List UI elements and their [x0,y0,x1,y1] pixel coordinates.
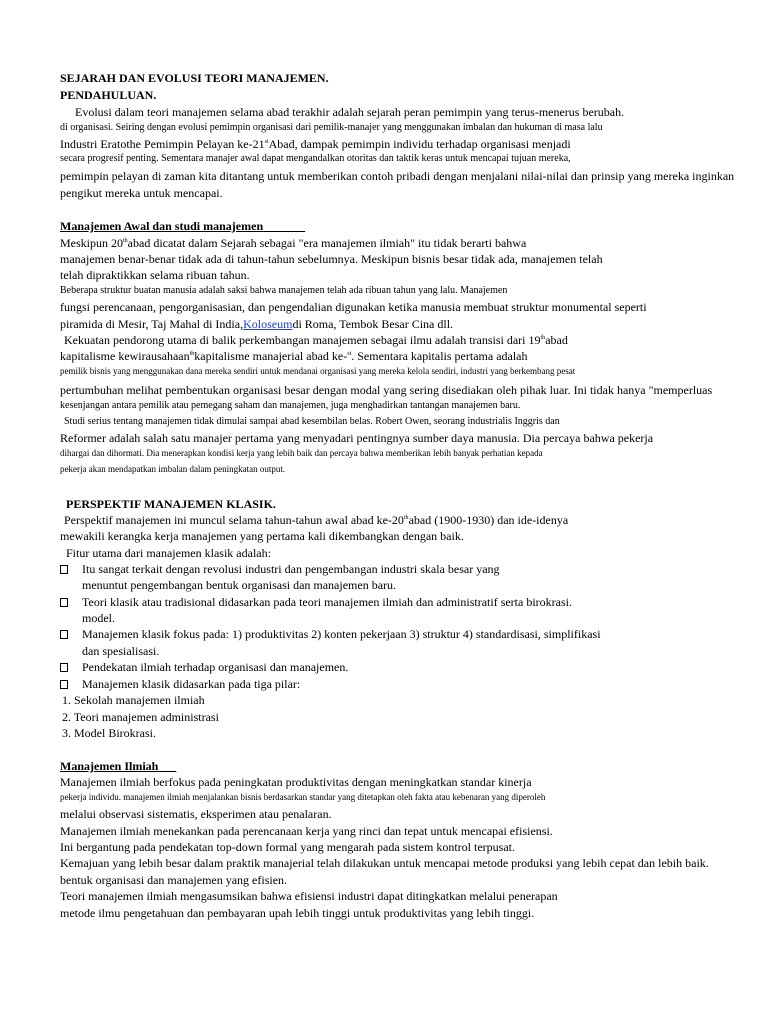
pillar-item: 2. Teori manajemen administrasi [62,710,219,724]
bullet-box-icon [60,565,68,574]
classic-line: Fitur utama dari manajemen klasik adalah: [66,546,271,560]
early-line: pekerja akan mendapatkan imbalan dalam peningkatan output. [60,464,286,474]
sci-line: pekerja individu. manajemen ilmiah menjalankan bisnis berdasarkan standar yang ditetapkan oleh fakta atau kebenaran yang diperoleh [60,792,546,802]
sci-line: melalui observasi sistematis, eksperimen atau penalaran. [60,807,332,821]
early-line: manajemen benar-benar tidak ada di tahun-tahun sebelumnya. Meskipun bisnis besar tidak ada, manajemen telah [60,252,603,266]
intro-heading: PENDAHULUAN. [60,88,157,102]
classic-line: mewakili kerangka kerja manajemen yang pertama kali dikembangkan dengan baik. [60,529,464,543]
pillar-item: 1. Sekolah manajemen ilmiah [62,693,205,707]
bullet-box-icon [60,680,68,689]
intro-line: pemimpin pelayan di zaman kita ditantang untuk memberikan contoh pribadi dengan menjalani nilai-nilai dan prinsip yang mereka inginkan [60,169,735,183]
list-item: Teori klasik atau tradisional didasarkan pada teori manajemen ilmiah dan administratif serta birokrasi. [60,596,572,608]
sci-line: Teori manajemen ilmiah mengasumsikan bahwa efisiensi industri dapat ditingkatkan melalui penerapan [60,889,558,903]
early-line: Reformer adalah salah satu manajer pertama yang menyadari pentingnya sumber daya manusia. Dia percaya bahwa pekerja [60,431,654,445]
list-item: Itu sangat terkait dengan revolusi industri dan pengembangan industri skala besar yang [60,563,500,575]
intro-line: Industri Eratothe Pemimpin Pelayan ke-21stAbad, dampak pemimpin individu terhadap organisasi menjadi [60,137,571,151]
sci-line: bentuk organisasi dan manajemen yang efisien. [60,873,288,887]
pillar-item: 3. Model Birokrasi. [62,726,156,740]
early-line: kapitalisme kewirausahaan$^{th}$kapitalisme manajerial abad ke-$^{st}$. Sementara kapitalis pertama adalah [60,349,528,363]
colosseum-link[interactable]: Kolo [243,317,268,331]
list-item-cont: model. [82,611,115,625]
bullet-box-icon [60,598,68,607]
early-line: Meskipun 20thabad dicatat dalam Sejarah sebagai "era manajemen ilmiah" itu tidak berarti bahwa [60,236,527,250]
bullet-box-icon [60,663,68,672]
early-line: kesenjangan antara pemilik atau pemegang saham dan manajemen, juga menghadirkan tantangan manajemen baru. [60,400,521,411]
list-item: Pendekatan ilmiah terhadap organisasi dan manajemen. [60,661,348,673]
early-line: dihargai dan dihormati. Dia menerapkan kondisi kerja yang lebih baik dan percaya bahwa memberikan lebih banyak perhatian kepada [60,448,543,458]
intro-line: di organisasi. Seiring dengan evolusi pemimpin organisasi dari pemilik-manajer yang menggunakan imbalan dan hukuman di masa lalu [60,122,603,133]
early-line: piramida di Mesir, Taj Mahal di India,Koloseumdi Roma, Tembok Besar Cina dll. [60,317,454,331]
intro-line: pengikut mereka untuk mencapai. [60,186,223,200]
list-item-cont: dan spesialisasi. [82,644,160,658]
early-line: fungsi perencanaan, pengorganisasian, dan pengendalian digunakan ketika manusia membuat struktur monumental seperti [60,300,647,314]
early-line: Studi serius tentang manajemen tidak dimulai sampai abad kesembilan belas. Robert Owen, seorang industrialis Inggris dan [64,416,560,427]
bullet-box-icon [60,630,68,639]
sci-heading: Manajemen Ilmiah [60,759,159,773]
early-line: Kekuatan pendorong utama di balik perkembangan manajemen sebagai ilmu adalah transisi dari 19thabad [64,333,568,347]
intro-line: Evolusi dalam teori manajemen selama abad terakhir adalah sejarah peran pemimpin yang terus-menerus berubah. [75,105,625,119]
document-title: SEJARAH DAN EVOLUSI TEORI MANAJEMEN. [60,71,329,85]
sci-line: Manajemen ilmiah menekankan pada perencanaan kerja yang rinci dan tepat untuk mencapai efisiensi. [60,824,553,838]
intro-line: secara progresif penting. Sementara manajer awal dapat mengandalkan otoritas dan taktik keras untuk mencapai tujuan mereka, [60,153,571,164]
list-item: Manajemen klasik didasarkan pada tiga pilar: [60,678,300,690]
early-heading: Manajemen Awal dan studi manajemen [60,219,264,233]
early-line: pemilik bisnis yang menggunakan dana mereka sendiri untuk mendanai organisasi yang mereka kelola sendiri, industri yang berkembang pesat [60,366,576,376]
classic-heading: PERSPEKTIF MANAJEMEN KLASIK. [66,497,276,511]
list-item: Manajemen klasik fokus pada: 1) produktivitas 2) konten pekerjaan 3) struktur 4) standardisasi, simplifikasi [60,628,601,640]
list-item-cont: menuntut pengembangan bentuk organisasi dan manajemen baru. [82,578,397,592]
early-line: pertumbuhan melihat pembentukan organisasi besar dengan modal yang sering disediakan oleh pihak luar. Ini tidak hanya "memperluas [60,383,713,397]
early-line: Beberapa struktur buatan manusia adalah saksi bahwa manajemen telah ada ribuan tahun yang lalu. Manajemen [60,285,508,296]
sci-line: Kemajuan yang lebih besar dalam praktik manajerial telah dilakukan untuk mencapai metode produksi yang lebih cepat dan lebih baik. [60,856,709,870]
sci-line: Ini bergantung pada pendekatan top-down formal yang mengarah pada sistem kontrol terpusat. [60,840,515,854]
colosseum-link-2[interactable]: seum [267,317,293,331]
classic-line: Perspektif manajemen ini muncul selama tahun-tahun awal abad ke-20thabad (1900-1930) dan ide-idenya [64,513,569,527]
sci-line: Manajemen ilmiah berfokus pada peningkatan produktivitas dengan meningkatkan standar kinerja [60,775,532,789]
sci-line: metode ilmu pengetahuan dan pembayaran upah lebih tinggi untuk produktivitas yang lebih tinggi. [60,906,535,920]
early-line: telah dipraktikkan selama ribuan tahun. [60,268,250,282]
